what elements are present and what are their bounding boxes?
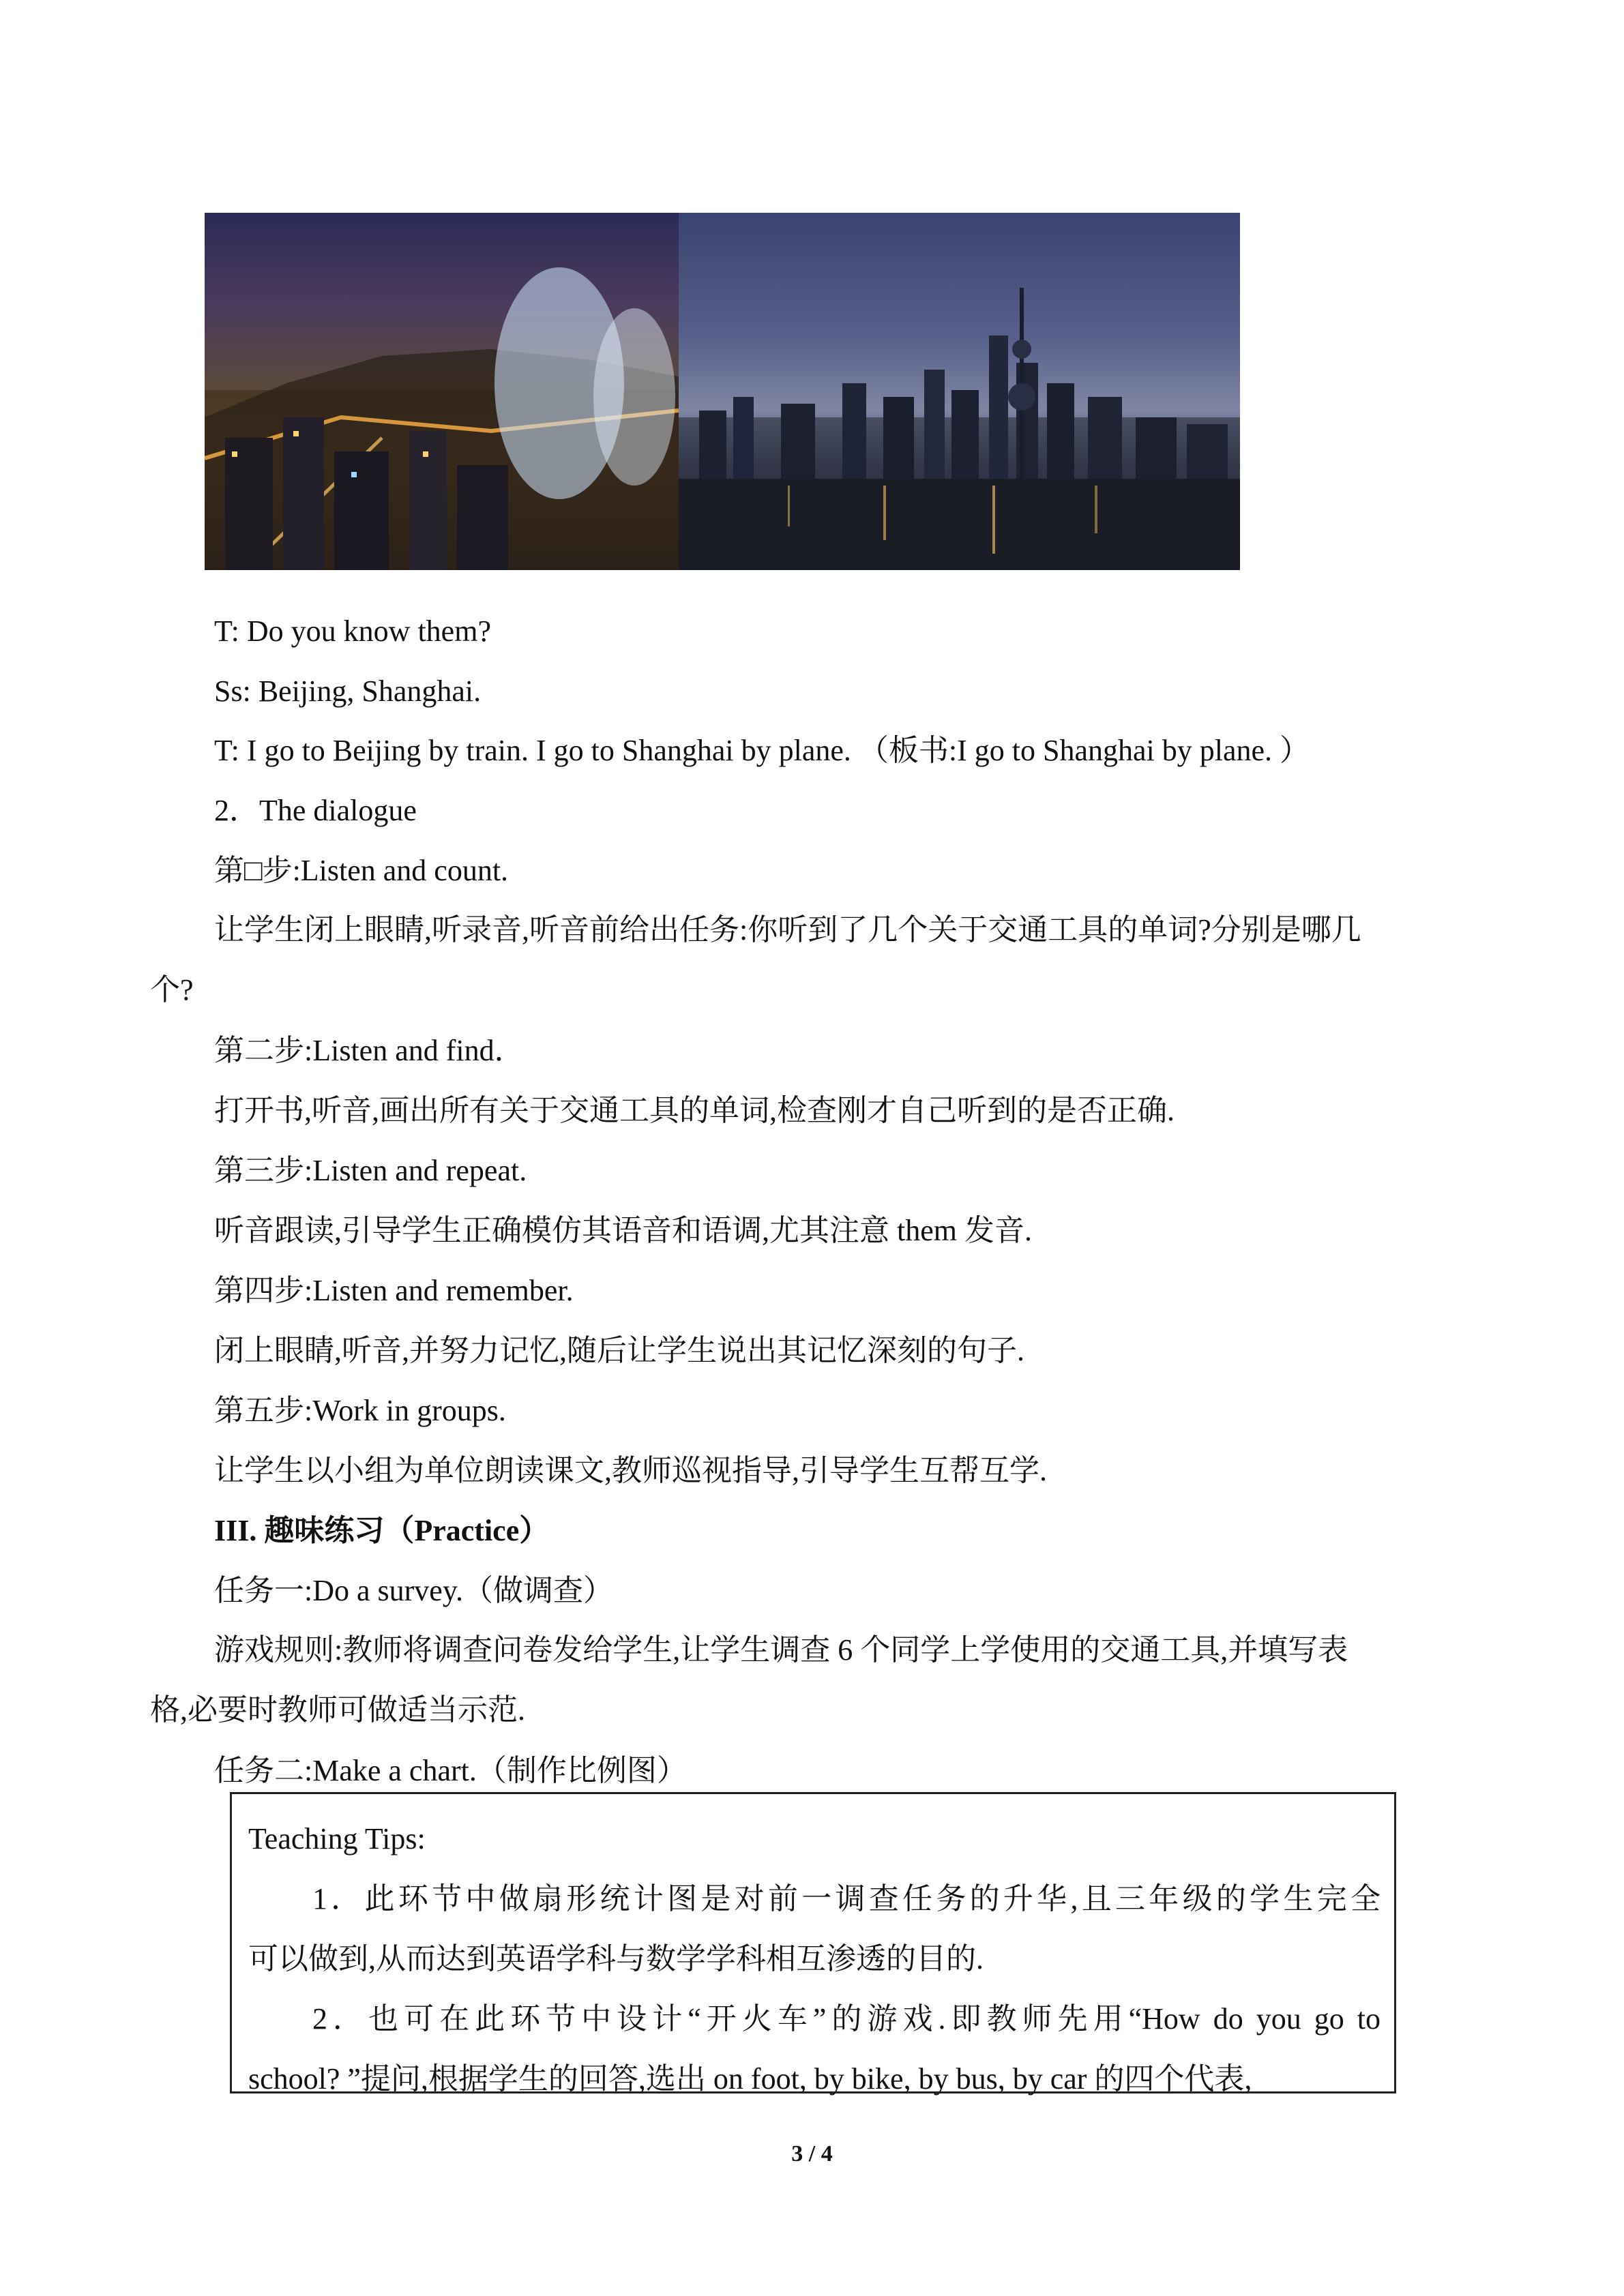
text-line: 听音跟读,引导学生正确模仿其语音和语调,尤其注意 them 发音. [214, 1214, 1032, 1247]
city-photos [205, 213, 1240, 570]
tips-line: 可以做到,从而达到英语学科与数学学科相互渗透的目的. [248, 1942, 984, 1976]
beijing-night-photo [205, 213, 679, 570]
text-line: Ss: Beijing, Shanghai. [214, 674, 482, 708]
tips-line: school? ”提问,根据学生的回答,选出 on foot, by bike, by bus, by car 的四个代表, [248, 2062, 1252, 2096]
task-heading: 任务一:Do a survey.（做调查） [214, 1574, 613, 1607]
step-heading: 第四步:Listen and remember. [214, 1274, 574, 1307]
text-line: T: Do you know them? [214, 614, 491, 648]
paragraph-line: 让学生闭上眼睛,听录音,听音前给出任务:你听到了几个关于交通工具的单词?分别是哪几 [214, 913, 1361, 946]
paragraph-line: 格,必要时教师可做适当示范. [150, 1693, 525, 1727]
text-line: T: I go to Beijing by train. I go to Shanghai by plane. （板书:I go to Shanghai by plane. ） [214, 734, 1310, 767]
task-heading: 任务二:Make a chart.（制作比例图） [214, 1754, 687, 1787]
teaching-tips-content [248, 1809, 1381, 2109]
step-heading: 第□步:Listen and count. [214, 854, 509, 887]
paragraph-line: 个? [150, 973, 194, 1007]
step-heading: 第三步:Listen and repeat. [214, 1154, 527, 1187]
page-number: 3 / 4 [791, 2141, 833, 2166]
teaching-tips-box [230, 1792, 1396, 2096]
paragraph [150, 900, 1469, 1020]
tips-line: 1．此环节中做扇形统计图是对前一调查任务的升华,且三年级的学生完全 [312, 1882, 1381, 1915]
section-heading: III. 趣味练习（Practice） [214, 1514, 550, 1547]
shanghai-skyline-photo [679, 213, 1240, 570]
paragraph-line: 游戏规则:教师将调查问卷发给学生,让学生调查 6 个同学上学使用的交通工具,并填写表 [214, 1633, 1348, 1667]
tips-title: Teaching Tips: [248, 1822, 426, 1855]
text-line: 打开书,听音,画出所有关于交通工具的单词,检查刚才自己听到的是否正确. [214, 1094, 1175, 1127]
step-heading: 第二步:Listen and find． [214, 1034, 525, 1067]
paragraph [150, 1620, 1469, 1740]
text-line: 让学生以小组为单位朗读课文,教师巡视指导,引导学生互帮互学. [214, 1454, 1047, 1487]
step-heading: 第五步:Work in groups. [214, 1394, 506, 1427]
text-line: 闭上眼睛,听音,并努力记忆,随后让学生说出其记忆深刻的句子. [214, 1334, 1024, 1367]
tips-line: 2．也可在此环节中设计“开火车”的游戏.即教师先用“How do you go to [312, 2002, 1381, 2036]
section-heading: 2．The dialogue [214, 794, 417, 827]
